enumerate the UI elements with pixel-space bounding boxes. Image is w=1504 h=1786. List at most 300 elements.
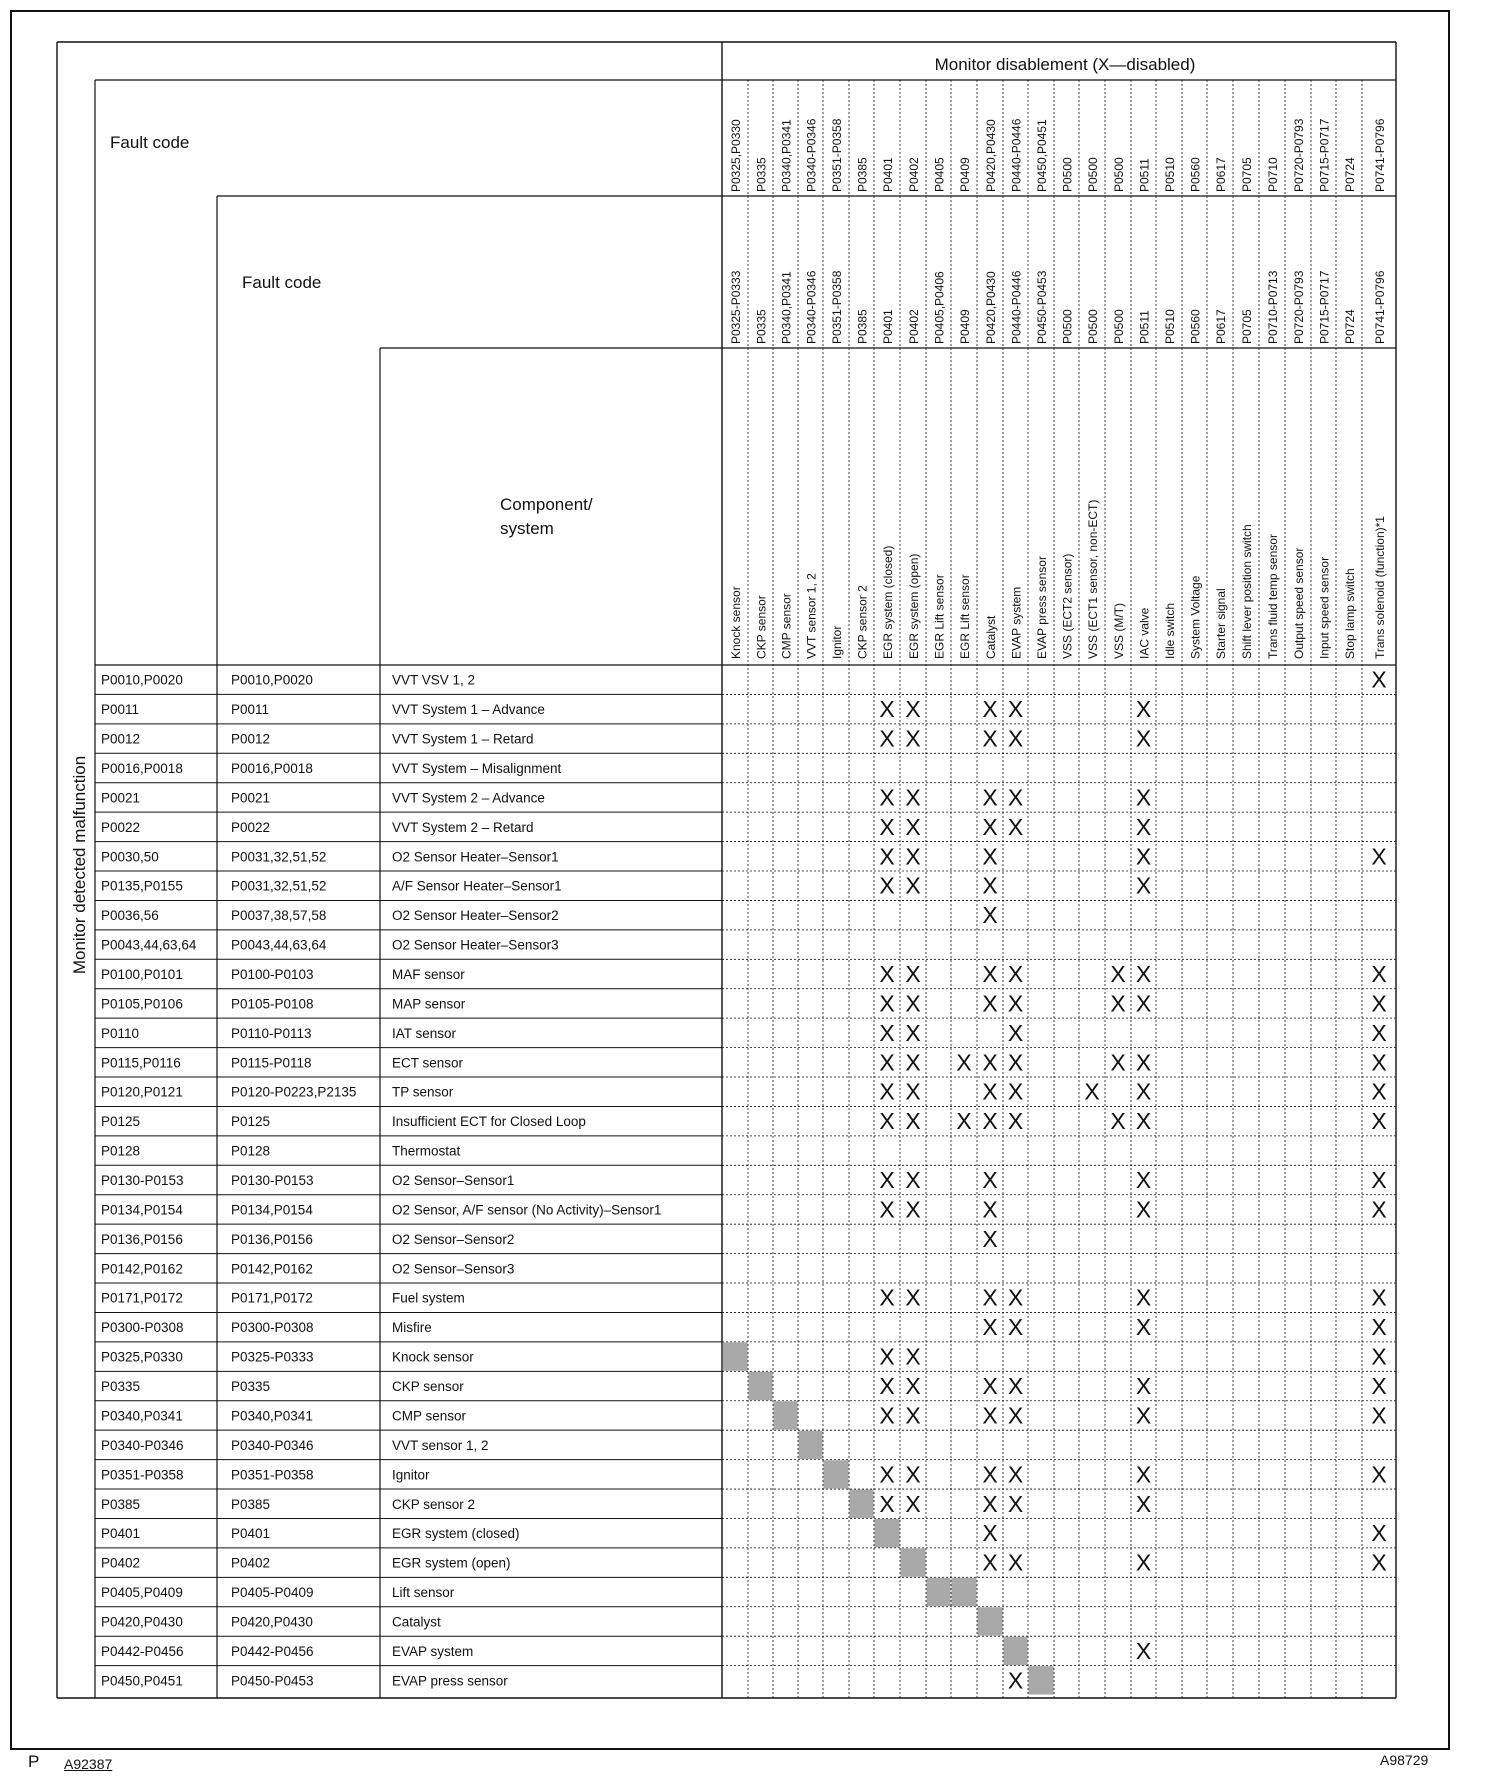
col-fault-code-inner: P0724 bbox=[1343, 309, 1357, 344]
disabled-mark: X bbox=[905, 1373, 921, 1400]
row-component: Thermostat bbox=[392, 1143, 461, 1159]
col-fault-code-inner: P0560 bbox=[1188, 309, 1203, 344]
disabled-mark: X bbox=[879, 1019, 895, 1046]
row-fault-code: P0136,P0156 bbox=[101, 1231, 183, 1247]
disabled-mark: X bbox=[1007, 1402, 1024, 1429]
col-component: EGR system (open) bbox=[907, 553, 921, 659]
row-fault-code: P0110 bbox=[101, 1025, 140, 1041]
disabled-mark: X bbox=[982, 1078, 998, 1105]
row-fault-code: P0420,P0430 bbox=[101, 1614, 183, 1630]
disabled-mark: X bbox=[1371, 1402, 1387, 1429]
row-fault-code: P0300-P0308 bbox=[101, 1320, 184, 1336]
col-component: VSS (ECT2 sensor) bbox=[1060, 553, 1075, 659]
row-fault-code-inner: P0420,P0430 bbox=[231, 1614, 313, 1630]
disabled-mark: X bbox=[1371, 1196, 1387, 1223]
disabled-mark: X bbox=[1007, 1549, 1024, 1576]
disabled-mark: X bbox=[879, 725, 895, 752]
row-fault-code-inner: P0402 bbox=[231, 1555, 271, 1571]
row-fault-code: P0405,P0409 bbox=[101, 1585, 183, 1601]
disabled-mark: X bbox=[1007, 1049, 1024, 1076]
col-component: VSS (ECT1 sensor, non-ECT) bbox=[1086, 499, 1100, 659]
col-fault-code-inner: P0720-P0793 bbox=[1292, 270, 1306, 344]
col-fault-code-top: P0385 bbox=[855, 157, 870, 192]
col-fault-code-top: P0617 bbox=[1214, 157, 1228, 192]
disabled-mark: X bbox=[1371, 1314, 1387, 1341]
row-fault-code: P0036,56 bbox=[101, 908, 159, 924]
disabled-mark: X bbox=[1007, 990, 1024, 1017]
disabled-mark: X bbox=[1371, 1108, 1387, 1135]
row-fault-code: P0450,P0451 bbox=[101, 1673, 183, 1689]
disabled-mark: X bbox=[905, 1049, 921, 1076]
disabled-mark: X bbox=[1371, 1019, 1387, 1046]
row-fault-code-inner: P0043,44,63,64 bbox=[231, 937, 327, 953]
row-fault-code: P0021 bbox=[101, 790, 141, 806]
row-fault-code: P0100,P0101 bbox=[101, 967, 183, 983]
row-fault-code: P0442-P0456 bbox=[101, 1643, 184, 1659]
col-fault-code-inner: P0325-P0333 bbox=[729, 270, 743, 344]
row-component: VVT System 1 – Advance bbox=[392, 702, 545, 718]
disabled-mark: X bbox=[1135, 1078, 1152, 1105]
col-component: Idle switch bbox=[1163, 602, 1177, 659]
row-fault-code-inner: P0335 bbox=[231, 1379, 271, 1395]
disabled-mark: X bbox=[879, 1049, 895, 1076]
disabled-mark: X bbox=[1007, 1284, 1024, 1311]
col-fault-code-inner: P0340,P0341 bbox=[779, 271, 794, 344]
row-component: EVAP system bbox=[392, 1643, 474, 1659]
col-component: IAC valve bbox=[1137, 607, 1152, 659]
row-fault-code-inner: P0120-P0223,P2135 bbox=[231, 1084, 357, 1100]
disabled-mark: X bbox=[1007, 1314, 1024, 1341]
disabled-mark: X bbox=[905, 990, 921, 1017]
disabled-mark: X bbox=[1135, 813, 1152, 840]
row-fault-code-inner: P0130-P0153 bbox=[231, 1173, 314, 1189]
col-fault-code-inner: P0335 bbox=[754, 309, 769, 344]
disabled-mark: X bbox=[879, 990, 895, 1017]
disabled-mark: X bbox=[1135, 1490, 1152, 1517]
disabled-mark: X bbox=[1371, 1373, 1387, 1400]
disabled-mark: X bbox=[1110, 1108, 1126, 1135]
row-fault-code-inner: P0340,P0341 bbox=[231, 1408, 313, 1424]
disabled-mark: X bbox=[1371, 666, 1387, 693]
diagonal-shaded-cell bbox=[824, 1460, 849, 1488]
col-fault-code-top: P0510 bbox=[1163, 157, 1177, 192]
row-fault-code: P0016,P0018 bbox=[101, 761, 183, 777]
disabled-mark: X bbox=[1371, 843, 1387, 870]
disabled-mark: X bbox=[905, 1284, 921, 1311]
row-component: Insufficient ECT for Closed Loop bbox=[392, 1114, 586, 1130]
row-component: IAT sensor bbox=[392, 1025, 457, 1041]
col-component: CKP sensor 2 bbox=[855, 585, 870, 659]
diagonal-shaded-cell bbox=[774, 1401, 798, 1429]
col-fault-code-inner: P0710-P0713 bbox=[1266, 270, 1280, 344]
disabled-mark: X bbox=[879, 961, 895, 988]
disabled-mark: X bbox=[1135, 1108, 1152, 1135]
row-fault-code-inner: P0100-P0103 bbox=[231, 967, 314, 983]
disabled-mark: X bbox=[905, 1078, 921, 1105]
row-fault-code-inner: P0325-P0333 bbox=[231, 1349, 314, 1365]
disabled-mark: X bbox=[1371, 1078, 1387, 1105]
disabled-mark: X bbox=[982, 696, 998, 723]
disabled-mark: X bbox=[1135, 1402, 1152, 1429]
disabled-mark: X bbox=[1007, 1667, 1024, 1694]
row-component: Ignitor bbox=[392, 1467, 430, 1483]
component-system-label-2: system bbox=[500, 519, 554, 538]
row-fault-code: P0130-P0153 bbox=[101, 1173, 184, 1189]
row-component: O2 Sensor, A/F sensor (No Activity)–Sensor1 bbox=[392, 1202, 662, 1218]
row-component: VVT System 2 – Advance bbox=[392, 790, 545, 806]
col-fault-code-inner: P0715-P0717 bbox=[1317, 270, 1332, 344]
row-component: VVT sensor 1, 2 bbox=[392, 1437, 489, 1453]
row-fault-code: P0120,P0121 bbox=[101, 1084, 183, 1100]
col-component: Stop lamp switch bbox=[1343, 568, 1357, 659]
row-fault-code: P0030,50 bbox=[101, 849, 159, 865]
col-component: Input speed sensor bbox=[1317, 556, 1332, 659]
col-fault-code-inner: P0510 bbox=[1163, 309, 1177, 344]
row-component: Fuel system bbox=[392, 1290, 465, 1306]
col-component: VSS (M/T) bbox=[1112, 603, 1126, 659]
col-component: Knock sensor bbox=[729, 586, 743, 659]
disabled-mark: X bbox=[905, 872, 921, 899]
col-fault-code-top: P0500 bbox=[1060, 157, 1075, 192]
disabled-mark: X bbox=[1110, 990, 1126, 1017]
row-fault-code: P0142,P0162 bbox=[101, 1261, 183, 1277]
row-fault-code: P0011 bbox=[101, 702, 140, 718]
col-fault-code-top: P0409 bbox=[958, 157, 972, 192]
disabled-mark: X bbox=[982, 1490, 998, 1517]
col-component: CKP sensor bbox=[754, 595, 769, 659]
col-fault-code-inner: P0340-P0346 bbox=[804, 270, 819, 344]
row-fault-code: P0171,P0172 bbox=[101, 1290, 183, 1306]
disabled-mark: X bbox=[982, 1549, 998, 1576]
col-component: EVAP system bbox=[1009, 586, 1024, 659]
disabled-mark: X bbox=[905, 1402, 921, 1429]
disabled-mark: X bbox=[1371, 990, 1387, 1017]
row-fault-code: P0401 bbox=[101, 1526, 141, 1542]
disabled-mark: X bbox=[879, 784, 895, 811]
disabled-mark: X bbox=[1371, 1343, 1387, 1370]
row-fault-code-inner: P0010,P0020 bbox=[231, 672, 313, 688]
disabled-mark: X bbox=[1110, 961, 1126, 988]
col-fault-code-inner: P0705 bbox=[1240, 309, 1254, 344]
row-component: A/F Sensor Heater–Sensor1 bbox=[392, 878, 562, 894]
row-component: VVT System – Misalignment bbox=[392, 761, 562, 777]
disabled-mark: X bbox=[982, 784, 998, 811]
row-fault-code: P0105,P0106 bbox=[101, 996, 183, 1012]
col-fault-code-top: P0335 bbox=[754, 157, 769, 192]
disabled-mark: X bbox=[982, 813, 998, 840]
disabled-mark: X bbox=[982, 1402, 998, 1429]
disabled-mark: X bbox=[879, 1461, 895, 1488]
disabled-mark: X bbox=[1007, 784, 1024, 811]
row-fault-code-inner: P0401 bbox=[231, 1526, 271, 1542]
disabled-mark: X bbox=[879, 1284, 895, 1311]
col-component: System Voltage bbox=[1188, 575, 1203, 659]
disabled-mark: X bbox=[982, 1196, 998, 1223]
col-fault-code-top: P0325,P0330 bbox=[729, 119, 743, 192]
disabled-mark: X bbox=[1371, 1284, 1387, 1311]
col-component: EGR system (closed) bbox=[881, 545, 895, 659]
col-fault-code-top: P0511 bbox=[1137, 158, 1152, 192]
footer-right-code: A98729 bbox=[1380, 1752, 1429, 1768]
disabled-mark: X bbox=[1371, 1520, 1387, 1547]
row-component: CKP sensor 2 bbox=[392, 1496, 476, 1512]
footer-left-code: A92387 bbox=[64, 1756, 113, 1772]
row-component: O2 Sensor–Sensor1 bbox=[392, 1173, 515, 1189]
disabled-mark: X bbox=[1110, 1049, 1126, 1076]
col-component: VVT sensor 1, 2 bbox=[804, 573, 819, 659]
row-fault-code: P0115,P0116 bbox=[101, 1055, 181, 1071]
disabled-mark: X bbox=[879, 813, 895, 840]
row-fault-code: P0325,P0330 bbox=[101, 1349, 183, 1365]
component-system-label-1: Component/ bbox=[500, 495, 593, 514]
row-component: MAF sensor bbox=[392, 967, 465, 983]
disabled-mark: X bbox=[879, 1402, 895, 1429]
col-fault-code-inner: P0450-P0453 bbox=[1035, 270, 1049, 344]
row-fault-code-inner: P0136,P0156 bbox=[231, 1231, 313, 1247]
col-fault-code-top: P0560 bbox=[1188, 157, 1203, 192]
row-fault-code-inner: P0385 bbox=[231, 1496, 271, 1512]
disabled-mark: X bbox=[905, 1196, 921, 1223]
row-component: VVT VSV 1, 2 bbox=[392, 672, 476, 688]
diagonal-shaded-cell bbox=[1029, 1666, 1054, 1694]
col-component: Output speed sensor bbox=[1292, 547, 1306, 659]
row-fault-code: P0335 bbox=[101, 1379, 141, 1395]
row-fault-code-inner: P0031,32,51,52 bbox=[231, 849, 327, 865]
row-fault-code-inner: P0110-P0113 bbox=[231, 1025, 312, 1041]
row-fault-code-inner: P0021 bbox=[231, 790, 271, 806]
footer-left-prefix: P bbox=[28, 1752, 40, 1771]
row-fault-code-inner: P0442-P0456 bbox=[231, 1643, 314, 1659]
disabled-mark: X bbox=[879, 872, 895, 899]
disabled-mark: X bbox=[879, 1078, 895, 1105]
diagonal-shaded-cell bbox=[799, 1431, 823, 1459]
disabled-mark: X bbox=[982, 872, 998, 899]
disabled-mark: X bbox=[982, 1284, 998, 1311]
disabled-mark: X bbox=[1371, 1167, 1387, 1194]
row-component: ECT sensor bbox=[392, 1055, 464, 1071]
row-fault-code-inner: P0012 bbox=[231, 731, 271, 747]
diagonal-shaded-cell bbox=[723, 1342, 748, 1370]
row-fault-code: P0125 bbox=[101, 1114, 141, 1130]
row-fault-code: P0134,P0154 bbox=[101, 1202, 183, 1218]
col-fault-code-inner: P0402 bbox=[907, 309, 921, 344]
disabled-mark: X bbox=[982, 990, 998, 1017]
row-fault-code: P0402 bbox=[101, 1555, 141, 1571]
disabled-mark: X bbox=[982, 1225, 998, 1252]
disabled-mark: X bbox=[1371, 1549, 1387, 1576]
disabled-mark: X bbox=[982, 1314, 998, 1341]
disabled-mark: X bbox=[956, 1049, 972, 1076]
diagonal-shaded-cell bbox=[978, 1607, 1003, 1635]
row-fault-code: P0043,44,63,64 bbox=[101, 937, 197, 953]
disabled-mark: X bbox=[1135, 1314, 1152, 1341]
row-component: O2 Sensor Heater–Sensor1 bbox=[392, 849, 559, 865]
disabled-mark: X bbox=[1135, 1049, 1152, 1076]
row-fault-code-inner: P0125 bbox=[231, 1114, 271, 1130]
col-component: EGR Lift sensor bbox=[958, 574, 972, 659]
disabled-mark: X bbox=[1371, 1049, 1387, 1076]
disabled-mark: X bbox=[905, 725, 921, 752]
diagonal-shaded-cell bbox=[875, 1519, 900, 1547]
col-fault-code-inner: P0500 bbox=[1086, 309, 1100, 344]
row-fault-code: P0128 bbox=[101, 1143, 141, 1159]
row-component: Lift sensor bbox=[392, 1585, 455, 1601]
disabled-mark: X bbox=[982, 1167, 998, 1194]
disabled-mark: X bbox=[905, 961, 921, 988]
col-component: Trans fluid temp sensor bbox=[1266, 534, 1280, 659]
col-component: Trans solenoid (function)*1 bbox=[1373, 516, 1387, 659]
disabled-mark: X bbox=[1135, 1637, 1152, 1664]
row-component: CKP sensor bbox=[392, 1379, 464, 1395]
row-component: Misfire bbox=[392, 1320, 432, 1336]
row-fault-code: P0340-P0346 bbox=[101, 1437, 184, 1453]
disabled-mark: X bbox=[905, 1461, 921, 1488]
row-fault-code-inner: P0128 bbox=[231, 1143, 271, 1159]
disabled-mark: X bbox=[982, 725, 998, 752]
disabled-mark: X bbox=[1135, 961, 1152, 988]
disabled-mark: X bbox=[1135, 725, 1152, 752]
col-component: Shift lever position switch bbox=[1240, 524, 1254, 659]
disabled-mark: X bbox=[1135, 1373, 1152, 1400]
disabled-mark: X bbox=[1371, 961, 1387, 988]
row-fault-code-inner: P0405-P0409 bbox=[231, 1585, 314, 1601]
row-fault-code-inner: P0031,32,51,52 bbox=[231, 878, 327, 894]
disabled-mark: X bbox=[982, 1049, 998, 1076]
row-component: Catalyst bbox=[392, 1614, 441, 1630]
col-fault-code-top: P0402 bbox=[907, 157, 921, 192]
row-fault-code-inner: P0022 bbox=[231, 819, 271, 835]
disabled-mark: X bbox=[1007, 1373, 1024, 1400]
row-component: EGR system (closed) bbox=[392, 1526, 520, 1542]
disabled-mark: X bbox=[1007, 1108, 1024, 1135]
disabled-mark: X bbox=[1135, 784, 1152, 811]
disabled-mark: X bbox=[905, 1343, 921, 1370]
col-fault-code-inner: P0351-P0358 bbox=[830, 270, 844, 344]
col-component: CMP sensor bbox=[779, 593, 794, 659]
disabled-mark: X bbox=[1135, 1167, 1152, 1194]
col-fault-code-top: P0450,P0451 bbox=[1035, 119, 1049, 192]
col-fault-code-top: P0340,P0341 bbox=[779, 119, 794, 192]
col-fault-code-top: P0705 bbox=[1240, 157, 1254, 192]
disabled-mark: X bbox=[1135, 1284, 1152, 1311]
disabled-mark: X bbox=[982, 1108, 998, 1135]
col-fault-code-inner: P0420,P0430 bbox=[984, 271, 998, 344]
col-fault-code-inner: P0401 bbox=[881, 309, 895, 344]
col-fault-code-inner: P0741-P0796 bbox=[1373, 270, 1387, 344]
col-component: Ignitor bbox=[830, 625, 844, 659]
col-fault-code-top: P0500 bbox=[1112, 157, 1126, 192]
row-component: Knock sensor bbox=[392, 1349, 474, 1365]
col-fault-code-top: P0715-P0717 bbox=[1317, 118, 1332, 192]
diagonal-shaded-cell bbox=[927, 1578, 951, 1606]
col-component: Catalyst bbox=[984, 615, 998, 659]
col-fault-code-top: P0351-P0358 bbox=[830, 118, 844, 192]
side-label: Monitor detected malfunction bbox=[70, 755, 89, 975]
disabled-mark: X bbox=[879, 1167, 895, 1194]
col-fault-code-top: P0710 bbox=[1266, 157, 1280, 192]
diagonal-shaded-cell bbox=[901, 1548, 926, 1576]
disabled-mark: X bbox=[879, 1196, 895, 1223]
disabled-mark: X bbox=[1135, 1549, 1152, 1576]
disabled-mark: X bbox=[1007, 1490, 1024, 1517]
fault-code-top-label: Fault code bbox=[110, 133, 190, 152]
col-fault-code-top: P0500 bbox=[1086, 157, 1100, 192]
col-fault-code-inner: P0500 bbox=[1112, 309, 1126, 344]
col-fault-code-inner: P0440-P0446 bbox=[1009, 270, 1024, 344]
disabled-mark: X bbox=[982, 843, 998, 870]
disabled-mark: X bbox=[879, 1108, 895, 1135]
disabled-mark: X bbox=[905, 1167, 921, 1194]
diagonal-shaded-cell bbox=[1004, 1637, 1028, 1665]
monitor-disablement-title: Monitor disablement (X—disabled) bbox=[934, 55, 1196, 74]
disabled-mark: X bbox=[1007, 961, 1024, 988]
row-fault-code-inner: P0037,38,57,58 bbox=[231, 908, 327, 924]
row-fault-code: P0340,P0341 bbox=[101, 1408, 183, 1424]
col-fault-code-inner: P0405,P0406 bbox=[932, 271, 947, 344]
row-fault-code: P0385 bbox=[101, 1496, 141, 1512]
disabled-mark: X bbox=[879, 1490, 895, 1517]
disabled-mark: X bbox=[982, 902, 998, 929]
disabled-mark: X bbox=[1007, 1019, 1024, 1046]
row-component: O2 Sensor–Sensor3 bbox=[392, 1261, 515, 1277]
row-fault-code-inner: P0340-P0346 bbox=[231, 1437, 314, 1453]
diagonal-shaded-cell bbox=[952, 1578, 977, 1606]
col-fault-code-top: P0405 bbox=[932, 157, 947, 192]
col-component: Starter signal bbox=[1214, 588, 1228, 659]
disabled-mark: X bbox=[1007, 813, 1024, 840]
disabled-mark: X bbox=[1084, 1078, 1100, 1105]
row-fault-code-inner: P0011 bbox=[231, 702, 270, 718]
disabled-mark: X bbox=[1007, 725, 1024, 752]
col-component: EGR Lift sensor bbox=[932, 574, 947, 659]
col-fault-code-inner: P0409 bbox=[958, 309, 972, 344]
row-fault-code: P0010,P0020 bbox=[101, 672, 183, 688]
diagonal-shaded-cell bbox=[749, 1372, 773, 1400]
disabled-mark: X bbox=[1135, 843, 1152, 870]
disabled-mark: X bbox=[1135, 696, 1152, 723]
row-component: TP sensor bbox=[392, 1084, 454, 1100]
col-fault-code-top: P0420,P0430 bbox=[984, 119, 998, 192]
row-component: CMP sensor bbox=[392, 1408, 467, 1424]
row-fault-code: P0351-P0358 bbox=[101, 1467, 184, 1483]
disabled-mark: X bbox=[1135, 1461, 1152, 1488]
disabled-mark: X bbox=[905, 1108, 921, 1135]
disabled-mark: X bbox=[905, 1019, 921, 1046]
row-fault-code-inner: P0016,P0018 bbox=[231, 761, 313, 777]
disabled-mark: X bbox=[1007, 1461, 1024, 1488]
disabled-mark: X bbox=[905, 1490, 921, 1517]
row-component: MAP sensor bbox=[392, 996, 466, 1012]
row-fault-code-inner: P0351-P0358 bbox=[231, 1467, 314, 1483]
row-component: VVT System 1 – Retard bbox=[392, 731, 534, 747]
col-fault-code-top: P0741-P0796 bbox=[1373, 118, 1387, 192]
col-fault-code-inner: P0511 bbox=[1137, 310, 1152, 344]
disabled-mark: X bbox=[905, 784, 921, 811]
disabled-mark: X bbox=[905, 696, 921, 723]
row-fault-code-inner: P0134,P0154 bbox=[231, 1202, 313, 1218]
disabled-mark: X bbox=[982, 1373, 998, 1400]
col-fault-code-top: P0724 bbox=[1343, 157, 1357, 192]
row-fault-code-inner: P0171,P0172 bbox=[231, 1290, 313, 1306]
row-component: O2 Sensor–Sensor2 bbox=[392, 1231, 515, 1247]
row-component: O2 Sensor Heater–Sensor2 bbox=[392, 908, 559, 924]
disabled-mark: X bbox=[1135, 872, 1152, 899]
row-component: EGR system (open) bbox=[392, 1555, 511, 1571]
row-fault-code: P0135,P0155 bbox=[101, 878, 183, 894]
diagonal-shaded-cell bbox=[850, 1490, 874, 1518]
col-fault-code-top: P0440-P0446 bbox=[1009, 118, 1024, 192]
row-fault-code: P0022 bbox=[101, 819, 141, 835]
